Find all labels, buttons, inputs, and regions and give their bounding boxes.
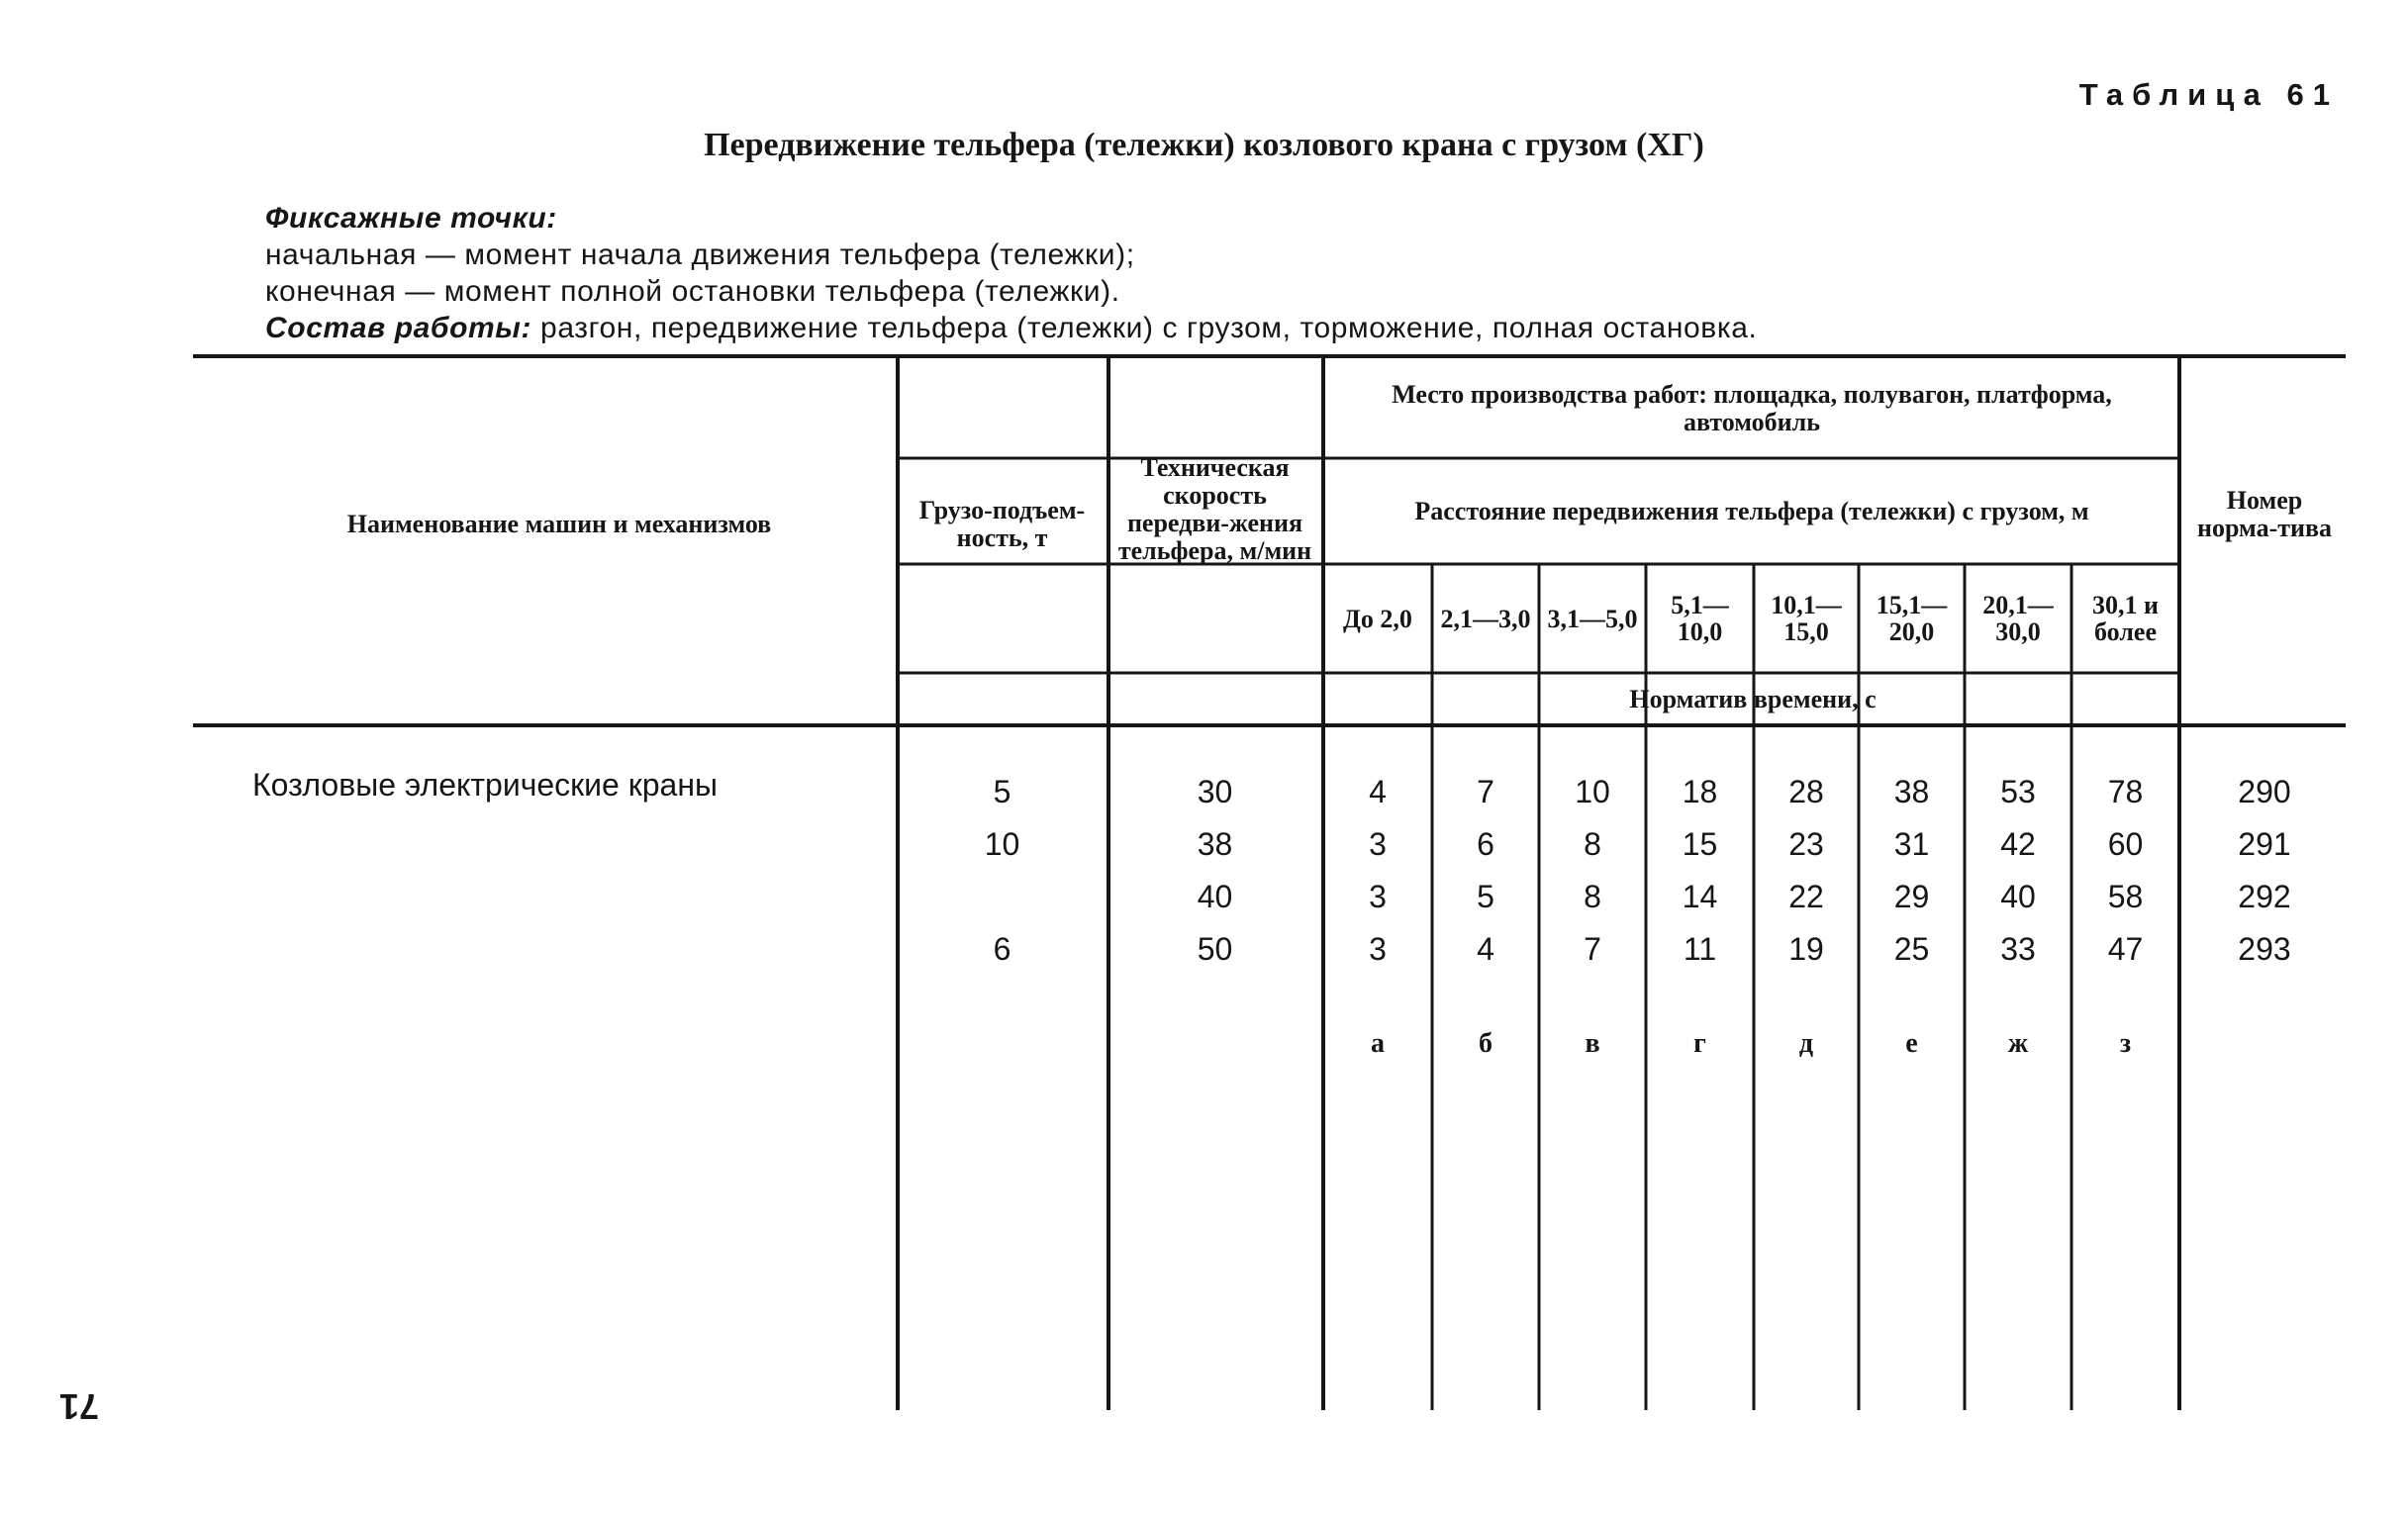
column-letter: б (1479, 1028, 1493, 1059)
capacity-cell: 10 (984, 825, 1020, 862)
work-text: разгон, передвижение тельфера (тележки) с грузом, торможение, полная остановка. (531, 312, 1758, 344)
time-cell: 8 (1584, 825, 1601, 862)
norm-number-cell: 290 (2238, 773, 2291, 809)
capacity-cell (901, 872, 1104, 921)
time-cell: 4 (1477, 930, 1494, 967)
distance-range-header: 20,1—30,0 (1982, 591, 2054, 646)
time-cell: 18 (1682, 773, 1718, 809)
time-cell: 4 (1369, 773, 1387, 809)
norm-number-cell: 292 (2238, 878, 2291, 914)
distance-range-header: 3,1—5,0 (1547, 604, 1638, 633)
speed-cell: 38 (1197, 825, 1233, 862)
speed-cell: 40 (1197, 878, 1233, 914)
column-letter: з (2119, 1028, 2132, 1059)
norm-number-cell: 291 (2238, 825, 2291, 862)
time-cell: 6 (1477, 825, 1494, 862)
time-cell: 11 (1683, 930, 1717, 967)
distance-range-header: 15,1—20,0 (1876, 591, 1948, 646)
norm-number-cell: 293 (2238, 930, 2291, 967)
time-cell: 31 (1893, 825, 1930, 862)
time-cell: 22 (1788, 878, 1824, 914)
page-title: Передвижение тельфера (тележки) козлового крана с грузом (ХГ) (704, 127, 1704, 163)
speed-cell: 50 (1197, 930, 1233, 967)
time-cell: 15 (1682, 825, 1718, 862)
time-cell: 10 (1575, 773, 1610, 809)
distance-range-header: 30,1 и более (2092, 591, 2159, 646)
work-label: Состав работы: (265, 312, 532, 344)
header-machine-name: Наименование машин и механизмов (346, 510, 772, 538)
speed-cell: 30 (1197, 773, 1233, 809)
header-norm-time: Норматив времени, с (1629, 685, 1877, 713)
time-cell: 38 (1893, 773, 1930, 809)
time-cell: 58 (2107, 878, 2144, 914)
page-number: 71 (59, 1386, 100, 1427)
start-point-text: начальная — момент начала движения тельфера (тележки); (265, 238, 1135, 271)
header-distance: Расстояние передвижения тельфера (тележки) с грузом, м (1414, 497, 2089, 525)
capacity-cell: 6 (993, 930, 1011, 967)
distance-range-header: 2,1—3,0 (1440, 604, 1531, 633)
column-letter: е (1905, 1028, 1918, 1059)
time-cell: 23 (1788, 825, 1824, 862)
time-cell: 7 (1584, 930, 1601, 967)
distance-range-header: 5,1—10,0 (1671, 591, 1729, 646)
column-letter: в (1585, 1028, 1600, 1059)
time-cell: 33 (2000, 930, 2036, 967)
time-cell: 78 (2107, 773, 2144, 809)
time-cell: 40 (2000, 878, 2036, 914)
time-cell: 47 (2107, 930, 2144, 967)
time-cell: 19 (1788, 930, 1824, 967)
time-cell: 8 (1584, 878, 1601, 914)
time-cell: 7 (1477, 773, 1494, 809)
fix-points-label: Фиксажные точки: (265, 202, 557, 235)
capacity-cell: 5 (993, 773, 1011, 809)
time-cell: 5 (1477, 878, 1494, 914)
time-cell: 60 (2107, 825, 2144, 862)
header-norm-number: Номер норма-тива (2196, 486, 2333, 542)
time-cell: 53 (2000, 773, 2036, 809)
header-work-place: Место производства работ: площадка, полувагон, платформа, автомобиль (1392, 380, 2112, 436)
time-cell: 42 (2000, 825, 2036, 862)
machine-name: Козловые электрические краны (252, 767, 718, 803)
time-cell: 14 (1682, 878, 1718, 914)
table-number: Таблица 61 (2078, 77, 2339, 112)
time-cell: 29 (1893, 878, 1930, 914)
time-cell: 3 (1369, 825, 1387, 862)
time-cell: 3 (1369, 878, 1387, 914)
column-letter: г (1693, 1028, 1706, 1059)
header-speed: Техническая скорость передви-жения тельфера, м/мин (1117, 453, 1312, 565)
distance-range-header: 10,1—15,0 (1771, 591, 1842, 646)
distance-range-header: До 2,0 (1343, 604, 1412, 633)
column-letter: ж (2007, 1028, 2029, 1059)
time-cell: 25 (1893, 930, 1930, 967)
header-capacity: Грузо-подъем-ность, т (918, 496, 1086, 552)
column-letter: а (1371, 1028, 1385, 1059)
column-letter: д (1798, 1028, 1814, 1059)
end-point-text: конечная — момент полной остановки тельфера (тележки). (265, 275, 1120, 308)
time-cell: 3 (1369, 930, 1387, 967)
time-cell: 28 (1788, 773, 1824, 809)
